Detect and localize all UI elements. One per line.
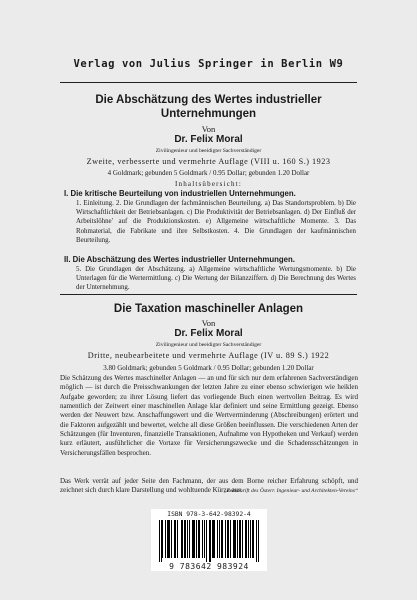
barcode-bar — [235, 520, 236, 558]
divider — [60, 294, 357, 295]
barcode-bar — [221, 520, 222, 558]
barcode-bars — [159, 520, 259, 562]
barcode-bar — [196, 520, 197, 558]
barcode-bar — [171, 520, 172, 558]
barcode-bar — [175, 520, 176, 558]
barcode-digits: 9 783642 983924 — [169, 562, 249, 571]
book2-review: Das Werk verrät auf jeder Seite den Fachmann, der aus dem Borne reicher Erfahrung schöpft, und zeichnet sich durch klare Darstellung und wohltuende Kürze aus. — [60, 477, 358, 495]
barcode-bar — [213, 520, 214, 558]
barcode-bar — [202, 520, 203, 558]
barcode-bar — [234, 520, 235, 558]
barcode-bar — [206, 520, 207, 562]
barcode-bar — [189, 520, 190, 558]
barcode-bar — [184, 520, 185, 558]
barcode-bar — [240, 520, 241, 558]
book1-title — [56, 93, 361, 121]
barcode — [151, 509, 267, 571]
barcode-bar — [242, 520, 243, 558]
book1-title-line-2: Unternehmungen — [160, 108, 257, 120]
barcode-bar — [227, 520, 228, 558]
barcode-bar — [233, 520, 234, 558]
barcode-bar — [192, 520, 193, 558]
barcode-bar — [209, 520, 210, 562]
barcode-bar — [185, 520, 186, 558]
barcode-bar — [168, 520, 169, 558]
publisher-line: Verlag von Julius Springer in Berlin W9 — [73, 58, 344, 70]
barcode-bar — [182, 520, 183, 558]
book2-credentials: Zivilingenieur und beeidigter Sachverständiger — [155, 342, 262, 348]
barcode-bar — [162, 520, 163, 558]
barcode-bar — [239, 520, 240, 558]
barcode-bar — [198, 520, 199, 558]
barcode-bar — [167, 520, 168, 558]
barcode-bar — [219, 520, 220, 558]
toc-section-1-body: 1. Einleitung. 2. Die Grundlagen der fachmännischen Beurteilung. a) Das Standortsproblem. b) Die Wirtschaftlichkeit der Betriebsanlagen. c) Die Produktivität der Betriebsanlagen. d) Der Einfluß der Arbeitslöhne' auf die Produktionskosten. e) Allgemeine wirtschaftliche Momente. 3. Das Rohmaterial, die Fabrikate und ihre Selbstkosten. 4. Die Grundlagen der kaufmännischen Beurteilung. — [76, 200, 356, 244]
book1-credentials: Zivilingenieur und beeidigter Sachverständiger — [155, 148, 262, 154]
book1-edition: Zweite, verbesserte und vermehrte Auflage (VIII u. 160 S.) 1923 — [86, 157, 331, 166]
barcode-bar — [212, 520, 213, 558]
toc-heading: Inhaltsübersicht: — [174, 180, 243, 188]
book1-title-line-1: Die Abschätzung des Wertes industrieller — [95, 94, 322, 106]
barcode-bar — [161, 520, 162, 562]
barcode-bar — [194, 520, 195, 558]
barcode-bar — [258, 520, 259, 562]
barcode-bar — [248, 520, 249, 558]
toc-section-2-heading: II. Die Abschätzung des Wertes industrieller Unternehmungen. — [64, 255, 295, 264]
barcode-bar — [165, 520, 166, 558]
barcode-bar — [193, 520, 194, 558]
barcode-bar — [214, 520, 215, 558]
barcode-bar — [250, 520, 251, 558]
book1-von: Von — [201, 124, 216, 134]
barcode-bar — [225, 520, 226, 558]
barcode-bar — [252, 520, 253, 558]
toc-section-1-heading: I. Die kritische Beurteilung von industriellen Unternehmungen. — [64, 189, 296, 198]
book2-edition: Dritte, neubearbeitete und vermehrte Auflage (IV u. 89 S.) 1922 — [87, 351, 330, 360]
barcode-bar — [230, 520, 231, 558]
book2-description: Die Schätzung des Wertes maschineller Anlagen — an und für sich nur dem erfahrenen Sachverständigen möglich — ist durch die Preisschwankungen der letzten Jahre zu einer ebenso schwierigen wie heiklen Aufgabe geworden; zu ihrer Lösung liefert das vorliegende Buch einen wertvollen Beitrag. Es wird namentlich der Zeitwert einer maschinellen Anlage klar definiert und seine Ermittlung gezeigt. Ebenso werden der Neuwert bzw. Anschaffungswert und die Wertverminderung (Abschreibungen) erörtert und die Faktoren aufgezählt und bewertet, welche all diese Größen beeinflussen. Die verschiedenen Arten der Schätzungen (für Inventuren, finanzielle Transaktionen, Aufnahme von Hypotheken und Verkauf) werden kurz erläutert, ausführlicher die Vortaxe für Versicherungszwecke und die Schadensschätzungen in Versicherungsfällen besprochen. — [60, 374, 358, 457]
review-source: „Zeitschrift des Österr. Ingenieur- und Architekten-Vereins“ — [223, 488, 358, 494]
book1-prices: 4 Goldmark; gebunden 5 Goldmark / 0.95 Dollar; gebunden 1.20 Dollar — [107, 169, 310, 177]
barcode-bar — [228, 520, 229, 558]
barcode-bar — [169, 520, 170, 558]
toc-section-2-body: 5. Die Grundlagen der Abschätzung. a) Allgemeine wirtschaftliche Wertungsmomente. b) Die Unterlagen für die Wertermittlung. c) Die Wertung der Bilanzziffern. d) Die Berechnung des Wertes der Unternehmung. — [76, 266, 356, 292]
barcode-bar — [159, 520, 160, 562]
barcode-bar — [222, 520, 223, 558]
book2-title: Die Taxation maschineller Anlagen — [113, 303, 304, 315]
book2-author: Dr. Felix Moral — [174, 328, 243, 339]
isbn-label: ISBN 978-3-642-98392-4 — [167, 511, 251, 518]
book2-prices: 3.80 Goldmark; gebunden 5 Goldmark / 0.95 Dollar; gebunden 1.20 Dollar — [103, 364, 314, 372]
barcode-bar — [210, 520, 211, 562]
barcode-bar — [246, 520, 247, 558]
divider — [60, 82, 357, 83]
barcode-bar — [177, 520, 178, 558]
book2-von: Von — [201, 318, 216, 328]
barcode-bar — [237, 520, 238, 558]
barcode-bar — [217, 520, 218, 558]
barcode-bar — [204, 520, 205, 558]
barcode-bar — [187, 520, 188, 558]
barcode-bar — [253, 520, 254, 558]
barcode-bar — [256, 520, 257, 562]
barcode-bar — [181, 520, 182, 558]
barcode-bar — [245, 520, 246, 558]
barcode-bar — [199, 520, 200, 558]
book1-author: Dr. Felix Moral — [174, 134, 243, 145]
barcode-bar — [174, 520, 175, 558]
